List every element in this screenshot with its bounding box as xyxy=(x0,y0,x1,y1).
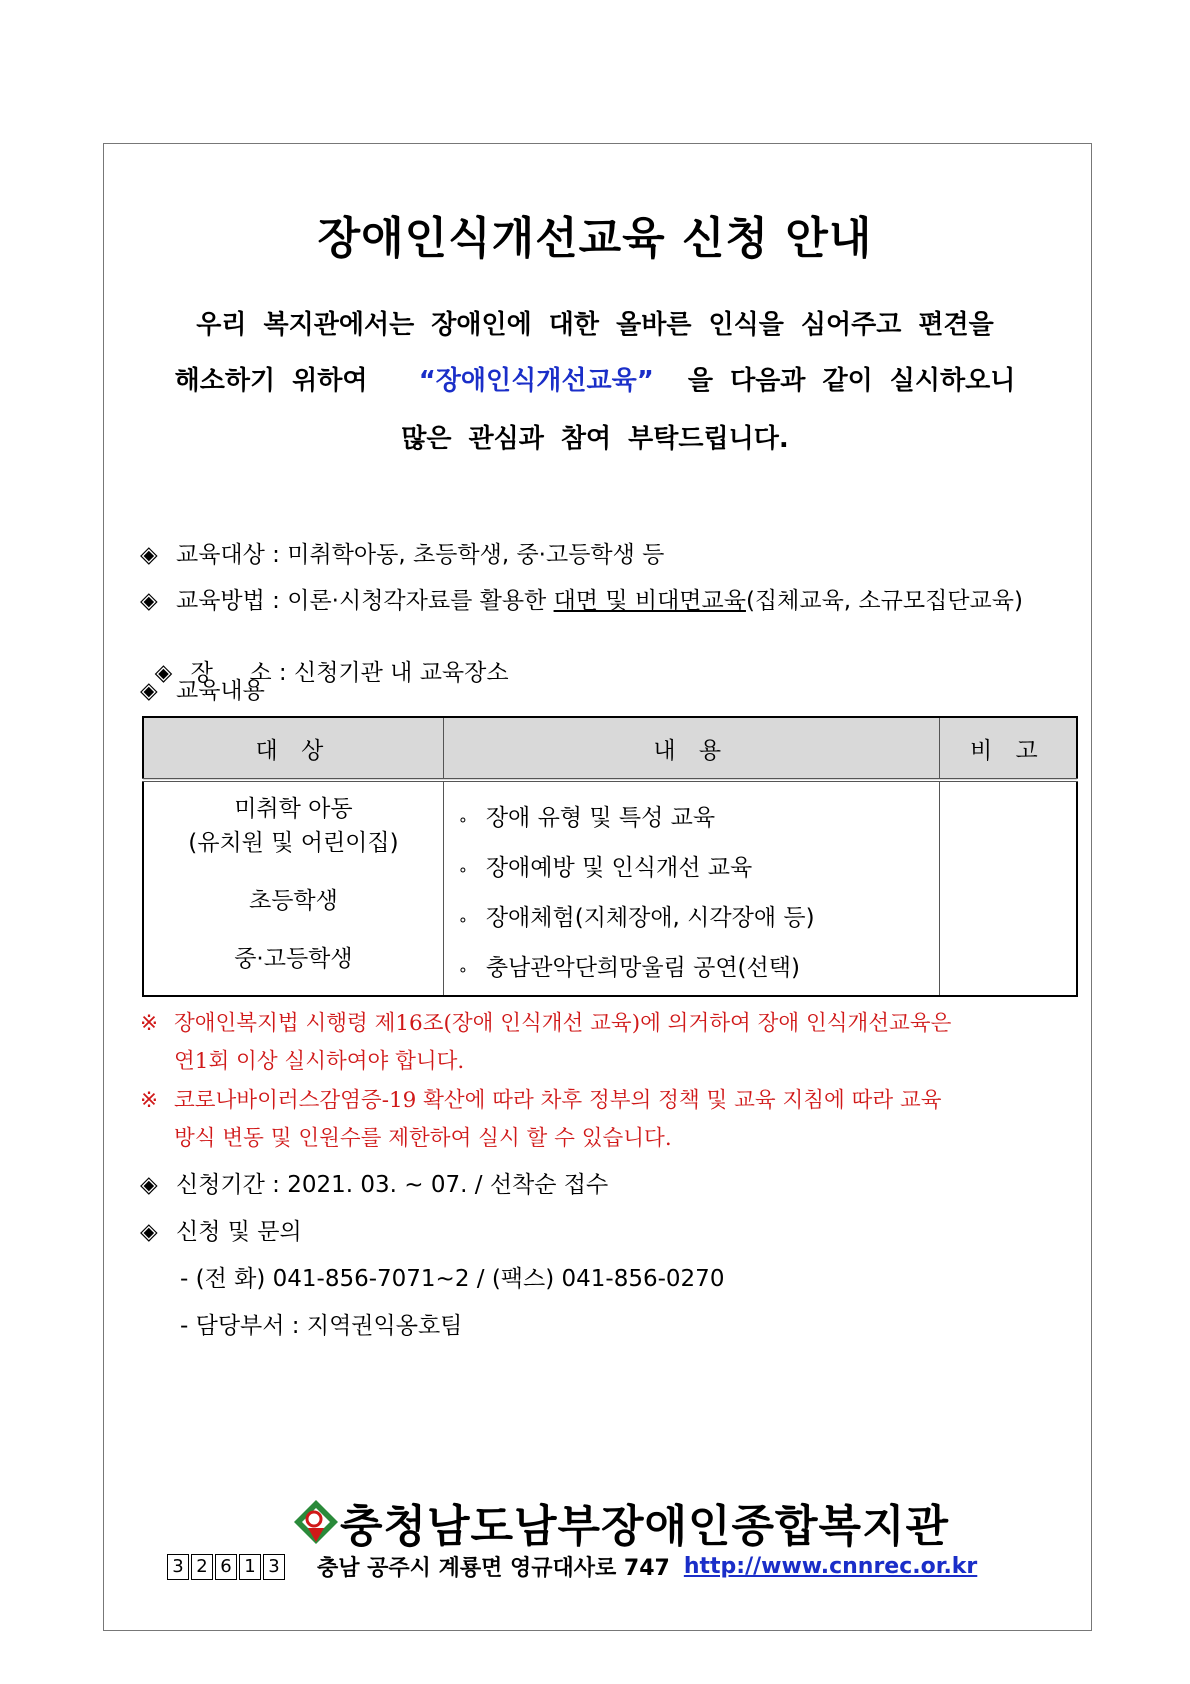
small-circle-bullet-icon: ∘ xyxy=(457,910,468,929)
content-table xyxy=(142,716,1078,997)
info-method-pre: 교육방법 : 이론·시청각자료를 활용한 xyxy=(176,588,554,614)
contact-department: - 담당부서 : 지역권익옹호팀 xyxy=(180,1313,463,1339)
table-row xyxy=(143,780,1077,996)
content-item-text: 장애예방 및 인식개선 교육 xyxy=(485,855,753,881)
intro-line-2-pre: 해소하기 위하여 xyxy=(174,366,368,396)
info-method xyxy=(140,582,1023,615)
note-1-line-1: 장애인복지법 시행령 제16조(장애 인식개선 교육)에 의거하여 장애 인식개선교육은 xyxy=(174,1011,952,1036)
intro-line-2-post: 을 다음과 같이 실시하오니 xyxy=(687,366,1016,396)
page-title: 장애인식개선교육 신청 안내 xyxy=(317,213,873,264)
postal-digit: 6 xyxy=(215,1554,237,1580)
postal-code xyxy=(167,1554,287,1580)
content-item xyxy=(458,844,938,894)
content-item xyxy=(458,944,938,994)
organization-logo-icon xyxy=(292,1498,340,1546)
info-content-label xyxy=(140,672,265,705)
postal-digit: 3 xyxy=(167,1554,189,1580)
diamond-bullet-icon: ◈ xyxy=(154,660,173,686)
target-item: (유치원 및 어린이집) xyxy=(188,830,399,856)
intro-line-2 xyxy=(0,360,1190,397)
postal-digit: 2 xyxy=(191,1554,213,1580)
target-cell xyxy=(143,780,443,996)
note-1 xyxy=(140,1005,1080,1081)
contact-phone: - (전 화) 041-856-7071~2 / (팩스) 041-856-0270 xyxy=(180,1266,725,1292)
diamond-bullet-icon: ◈ xyxy=(140,1172,158,1198)
intro-line-3: 많은 관심과 참여 부탁드립니다. xyxy=(401,424,789,454)
content-cell xyxy=(443,780,939,996)
organization-name: 충청남도남부장애인종합복지관 xyxy=(340,1501,950,1552)
organization-header xyxy=(292,1490,949,1554)
info-method-underline: 대면 및 비대면교육 xyxy=(553,588,746,614)
postal-digit: 1 xyxy=(239,1554,261,1580)
target-item: 중·고등학생 xyxy=(234,946,353,972)
application-inquiry xyxy=(140,1213,302,1246)
content-item-text: 장애 유형 및 특성 교육 xyxy=(485,805,716,831)
small-circle-bullet-icon: ∘ xyxy=(457,960,468,979)
postal-digit: 3 xyxy=(263,1554,285,1580)
info-place-text: 장 소 : 신청기관 내 교육장소 xyxy=(190,660,509,686)
note-2-line-1: 코로나바이러스감염증-19 확산에 따라 차후 정부의 정책 및 교육 지침에 따라 교육 xyxy=(174,1088,942,1113)
note-1-line-2: 연1회 이상 실시하여야 합니다. xyxy=(174,1049,465,1074)
intro-highlight: “장애인식개선교육” xyxy=(418,366,654,396)
reference-mark-icon: ※ xyxy=(140,1011,159,1036)
address-line xyxy=(167,1551,977,1582)
content-item-text: 충남관악단희망울림 공연(선택) xyxy=(485,955,800,981)
small-circle-bullet-icon: ∘ xyxy=(457,860,468,879)
note-2 xyxy=(140,1082,1080,1158)
intro-line-1: 우리 복지관에서는 장애인에 대한 올바른 인식을 심어주고 편견을 xyxy=(196,310,994,340)
content-item xyxy=(458,794,938,844)
reference-mark-icon: ※ xyxy=(140,1088,159,1113)
application-inquiry-text: 신청 및 문의 xyxy=(176,1219,302,1245)
header-content: 내 용 xyxy=(443,717,939,780)
content-item xyxy=(458,894,938,944)
diamond-bullet-icon: ◈ xyxy=(140,542,158,568)
info-target xyxy=(140,536,664,569)
header-remark: 비 고 xyxy=(939,717,1077,780)
address-text: 충남 공주시 계룡면 영규대사로 747 xyxy=(317,1556,670,1581)
header-target: 대 상 xyxy=(143,717,443,780)
application-period-text: 신청기간 : 2021. 03. ~ 07. / 선착순 접수 xyxy=(176,1172,609,1198)
info-target-text: 교육대상 : 미취학아동, 초등학생, 중·고등학생 등 xyxy=(176,542,665,568)
remark-cell xyxy=(939,780,1077,996)
website-link[interactable]: http://www.cnnrec.or.kr xyxy=(683,1554,978,1579)
content-item-text: 장애체험(지체장애, 시각장애 등) xyxy=(485,905,815,931)
small-circle-bullet-icon: ∘ xyxy=(457,810,468,829)
diamond-bullet-icon: ◈ xyxy=(140,1219,158,1245)
info-method-post: (집체교육, 소규모집단교육) xyxy=(745,588,1023,614)
application-period xyxy=(140,1166,608,1199)
note-2-line-2: 방식 변동 및 인원수를 제한하여 실시 할 수 있습니다. xyxy=(174,1126,672,1151)
diamond-bullet-icon: ◈ xyxy=(140,588,158,614)
target-item: 미취학 아동 xyxy=(234,796,353,822)
diamond-bullet-icon: ◈ xyxy=(140,678,158,704)
info-content-label-text: 교육내용 xyxy=(176,678,265,704)
target-item: 초등학생 xyxy=(248,888,338,914)
table-header-row xyxy=(143,717,1077,780)
